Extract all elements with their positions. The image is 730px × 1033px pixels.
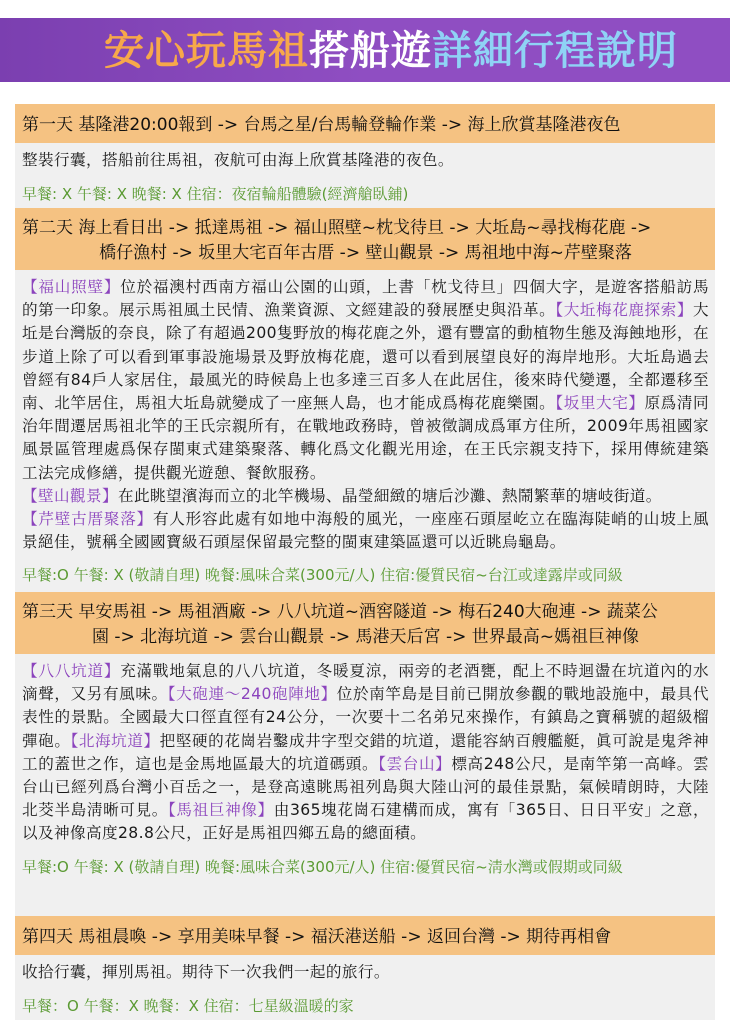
day3-title-line2: 園 -> 北海坑道 -> 雲台山觀景 -> 馬港天后宮 -> 世界最高~媽祖巨神像 [92,627,639,647]
day1-content [15,143,715,208]
day1-description: 整裝行囊，搭船前往馬祖，夜航可由海上欣賞基隆港的夜色。 [22,151,454,169]
day4-meals: 早餐：O 午餐：X 晚餐：X 住宿：七星級溫暖的家 [22,997,354,1016]
day2-meals: 早餐:O 午餐: X (敬請自理) 晚餐:風味合菜(300元/人) 住宿:優質民宿~台江或達露岸或同級 [22,566,623,585]
day2-description [22,276,709,554]
day2-text-2: 大坵是台灣版的奈良，除了有超過200隻野放的梅花鹿之外，還有豐富的動植物生態及海蝕地形，在步道上除了可以看到軍事設施場景及野放梅花鹿，還可以看到展望良好的海岸地形。大坵島過去曾經有84戶人家居住，最風光的時候島上也多達三百多人在此居住，後來時代變遷，全都遷移至南、北竿居住，馬祖大坵島就變成了一座無人島，也才能成爲梅花鹿樂園。 [22,301,709,413]
day2-title-line1: 第二天 海上看日出 -> 抵達馬祖 -> 福山照壁~枕戈待旦 -> 大坵島~尋找梅花鹿 -> [22,218,652,238]
day2-text-1: 位於福澳村西南方福山公園的山頭，上書「枕戈待旦」四個大字，是遊客搭船訪馬的第一印象。展示馬祖風土民情、漁業資源、文經建設的發展歷史與沿革。 [22,278,709,320]
day2-text-5: 有人形容此處有如地中海般的風光，一座座石頭屋屹立在臨海陡峭的山坡上風景絕佳，號稱全國國寶級石頭屋保留最完整的閩東建築區還可以近眺烏龜島。 [22,510,709,552]
day3-tag-2: 【大砲連～240砲陣地】 [167,685,337,704]
day3-title-bar [15,592,715,654]
title-banner [0,18,730,82]
title-part-3: 詳細行程說明 [432,28,678,74]
day3-text-3: 把堅硬的花崗岩鑿成井字型交錯的坑道，還能容納百艘艦艇，眞可說是鬼斧神工的蓋世之作，這也是金馬地區最大的坑道碼頭。 [22,731,709,773]
title-part-2: 搭船遊 [309,28,432,74]
page-title [104,28,678,74]
day3-text-4: 標高248公尺，是南竿第一高峰。雲台山已經列爲台灣小百岳之一，是登高遠眺馬祖列島與大陸山河的最佳景點，氣候晴朗時，大陸北茭半島淸晰可見。 [22,754,709,820]
day1-title-bar [15,104,715,143]
day3-tag-5: 【馬祖巨神像】 [168,801,274,820]
day1-title: 第一天 基隆港20:00報到 -> 台馬之星/台馬輪登輪作業 -> 海上欣賞基隆港夜色 [22,115,621,135]
day3-description [22,660,709,846]
day2-tag-5: 【芹壁古厝聚落】 [22,510,153,529]
day2-title-bar [15,208,715,270]
day3-tag-1: 【八八坑道】 [22,662,121,680]
day3-text-2: 位於南竿島是目前已開放參觀的戰地設施中，最具代表性的景點。全國最大口徑直徑有24公分，一次要十二名弟兄來操作，有鎮島之寶稱號的超級榴彈砲。 [22,685,709,750]
day2-tag-2: 【大坵梅花鹿探索】 [555,301,693,320]
day2-text-4: 在此眺望濱海而立的北竿機場、晶瑩細緻的塘后沙灘、熱鬧繁華的塘岐街道。 [117,486,662,505]
day4-content [15,955,715,1020]
day3-title-line1: 第三天 早安馬祖 -> 馬祖酒廠 -> 八八坑道~酒窖隧道 -> 梅石240大砲連 -> 蔬菜公 [22,602,658,622]
day4-title: 第四天 馬祖晨喚 -> 享用美味早餐 -> 福沃港送船 -> 返回台灣 -> 期待再相會 [22,927,612,947]
day3-meals: 早餐:O 午餐: X (敬請自理) 晚餐:風味合菜(300元/人) 住宿:優質民宿~淸水灣或假期或同級 [22,857,623,876]
day4-description: 收拾行囊，揮別馬祖。期待下一次我們一起的旅行。 [22,963,390,981]
day3-text-5: 由365塊花崗石建構而成，寓有「365日、日日平安」之意，以及神像高度28.8公尺，正好是馬祖四鄉五島的總面積。 [22,801,709,843]
day4-title-bar [15,916,715,955]
day3-content [15,654,715,916]
day2-text-3: 原爲清同治年間遷居馬祖北竿的王氏宗親所有，在戰地政務時，曾被徵調成爲軍方住所，2009年馬祖國家風景區管理處爲保存閩東式建築聚落、轉化爲文化觀光用途，在王氏宗親支持下，採用傳統建築工法完成修繕，提供觀光遊憩、餐飲服務。 [22,394,709,482]
day2-content [15,270,715,592]
day2-tag-1: 【福山照壁】 [22,278,121,296]
day2-tag-3: 【坂里大宅】 [555,394,645,413]
day3-text-1: 充滿戰地氣息的八八坑道，冬暖夏涼，兩旁的老酒甕，配上不時迴盪在坑道內的水滴聲，又另有風味。 [22,662,709,704]
day3-tag-3: 【北海坑道】 [70,731,160,750]
day2-tag-4: 【壁山觀景】 [22,486,118,505]
day2-title-line2: 橋仔漁村 -> 坂里大宅百年古厝 -> 壁山觀景 -> 馬祖地中海~芹壁聚落 [99,243,632,263]
day1-meals: 早餐: X 午餐: X 晚餐: X 住宿：夜宿輪船體驗(經濟艙臥鋪) [22,185,409,204]
title-part-1: 安心玩馬祖 [104,28,309,74]
day3-tag-4: 【雲台山】 [378,754,452,773]
